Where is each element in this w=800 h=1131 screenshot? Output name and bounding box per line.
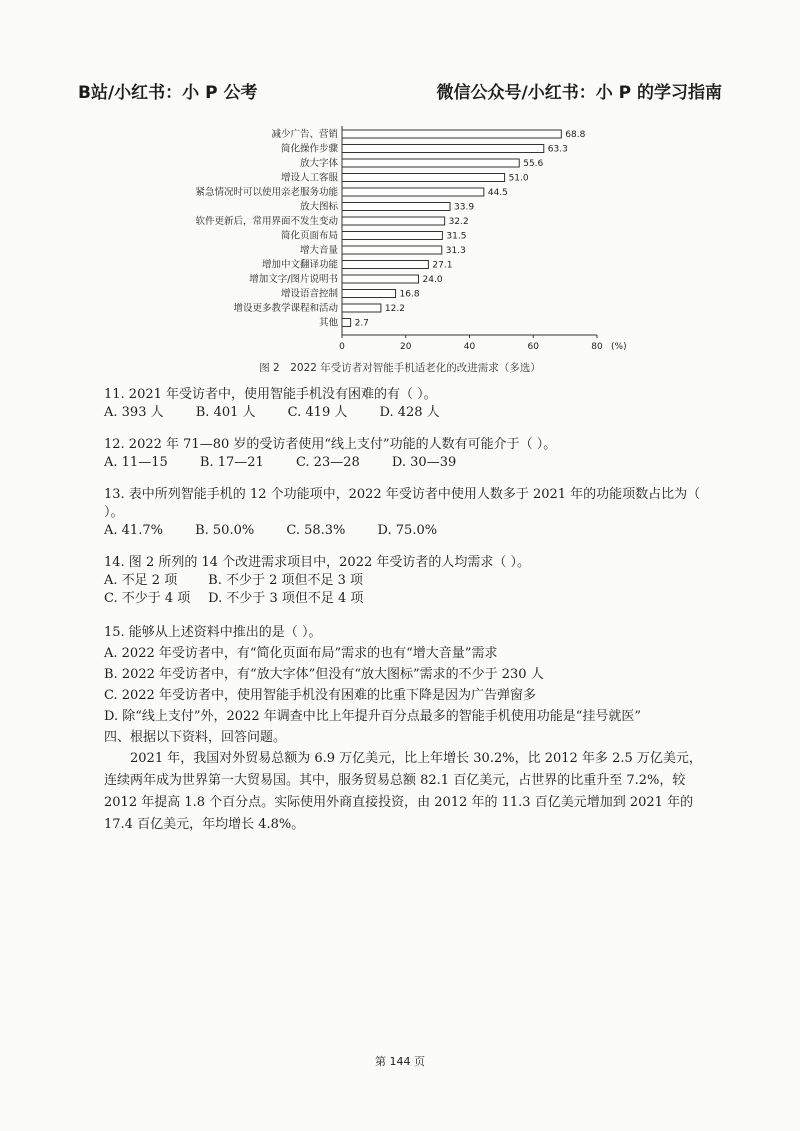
bar (342, 319, 351, 327)
option-b[interactable]: B. 401 人 (195, 405, 256, 420)
page-number: 第 144 页 (375, 1055, 425, 1068)
bar (342, 203, 450, 211)
x-tick-label: 80 (591, 342, 603, 352)
bar-value-label: 24.0 (422, 275, 443, 285)
header-right-source: 微信公众号/小红书：小 P 的学习指南 (436, 83, 722, 103)
bar (342, 304, 381, 312)
bar (342, 145, 544, 153)
options-row-2 (104, 590, 714, 608)
option-b[interactable]: B. 17—21 (199, 455, 264, 470)
option-b[interactable]: B. 50.0% (195, 523, 255, 538)
bar-value-label: 63.3 (547, 144, 568, 155)
options (104, 522, 714, 540)
category-label: 软件更新后，常用界面不发生变动 (195, 216, 338, 227)
option-c[interactable]: C. 419 人 (287, 405, 348, 420)
category-label: 增设语音控制 (280, 288, 338, 300)
question-12 (104, 436, 714, 472)
option-a[interactable]: A. 不足 2 项 (104, 573, 178, 588)
option-a[interactable]: A. 11—15 (104, 455, 168, 470)
bar (342, 130, 561, 138)
bar (342, 188, 484, 196)
category-label: 其他 (318, 317, 338, 329)
bar (342, 261, 428, 269)
category-label: 简化操作步骤 (280, 143, 338, 155)
chart-caption: 图 2 2022 年受访者对智能手机适老化的改进需求（多选） (259, 362, 541, 374)
option-c[interactable]: C. 23—28 (295, 455, 360, 470)
category-label: 放大字体 (299, 158, 338, 169)
bar (342, 174, 505, 182)
bar (342, 217, 445, 225)
option-a[interactable]: A. 41.7% (104, 523, 163, 538)
bar-value-label: 68.8 (565, 130, 586, 140)
question-area (104, 386, 714, 850)
category-label: 增加文字/图片说明书 (249, 274, 338, 285)
bar (342, 159, 519, 167)
question-14 (104, 554, 714, 608)
header-left-source: B站/小红书：小 P 公考 (78, 83, 258, 103)
question-11 (104, 386, 714, 422)
bar-value-label: 31.5 (446, 231, 467, 242)
bar-value-label: 33.9 (454, 202, 475, 213)
category-label: 紧急情况时可以使用亲老服务功能 (195, 187, 338, 198)
question-stem: 11. 2021 年受访者中，使用智能手机没有困难的有（ ）。 (104, 387, 437, 402)
option-a[interactable]: A. 393 人 (104, 405, 164, 420)
x-tick-label: 20 (400, 342, 412, 352)
bar-value-label: 12.2 (384, 304, 405, 314)
bar-value-label: 31.3 (445, 246, 466, 256)
option-d[interactable]: D. 不少于 3 项但不足 4 项 (208, 591, 364, 606)
option-d[interactable]: D. 75.0% (377, 523, 438, 538)
bar-value-label: 27.1 (432, 260, 453, 271)
question-stem: 12. 2022 年 71—80 岁的受访者使用“线上支付”功能的人数有可能介于（ ）。 (104, 437, 557, 452)
bar-value-label: 44.5 (487, 188, 508, 198)
x-axis-unit-label: (%) (611, 342, 627, 352)
bar-value-label: 16.8 (399, 289, 420, 300)
category-label: 放大图标 (299, 201, 338, 213)
option-c[interactable]: C. 不少于 4 项 (104, 591, 191, 606)
category-label: 减少广告、营销 (271, 129, 338, 140)
option-b[interactable]: B. 不少于 2 项但不足 3 项 (208, 573, 364, 588)
question-stem: 13. 表中所列智能手机的 12 个功能项中，2022 年受访者中使用人数多于 2021 年的功能项数占比为（ ）。 (104, 487, 701, 520)
category-label: 增大音量 (299, 245, 338, 256)
bar-value-label: 2.7 (354, 318, 369, 329)
bar (342, 290, 396, 298)
options (104, 454, 714, 472)
category-label: 增设人工客服 (280, 172, 338, 184)
section-heading: 四、根据以下资料，回答问题。 (104, 730, 287, 745)
bar-value-label: 51.0 (508, 173, 529, 184)
x-tick-label: 40 (463, 342, 476, 352)
category-label: 简化页面布局 (280, 230, 338, 242)
option-a[interactable]: A. 2022 年受访者中，有“简化页面布局”需求的也有“增大音量”需求 (104, 646, 498, 661)
option-d[interactable]: D. 除“线上支付”外，2022 年调查中比上年提升百分点最多的智能手机使用功能是“挂号就医” (104, 709, 642, 724)
bar (342, 232, 442, 240)
options-row-1 (104, 572, 714, 590)
option-c[interactable]: C. 2022 年受访者中，使用智能手机没有困难的比重下降是因为广告弹窗多 (104, 688, 536, 703)
improvement-needs-bar-chart (150, 120, 670, 355)
options (104, 404, 714, 422)
bar (342, 275, 419, 283)
bar (342, 246, 442, 254)
bar-value-label: 55.6 (523, 159, 544, 169)
option-c[interactable]: C. 58.3% (286, 523, 346, 538)
section-paragraph: 2021 年，我国对外贸易总额为 6.9 万亿美元，比上年增长 30.2%，比 2012 年多 2.5 万亿美元，连续两年成为世界第一大贸易国。其中，服务贸易总额 82.1 百亿美元，占世界的比重升至 7.2%，较 2012 年提高 1.8 个百分点。实际使用外商直接投资，由 2012 年的 11.3 百亿美元增加到 2021 年的 17.4 百亿美元，年均增长 4.8%。 (104, 751, 702, 832)
category-label: 增设更多教学课程和活动 (233, 303, 338, 314)
x-tick-label: 0 (339, 342, 345, 352)
question-stem: 14. 图 2 所列的 14 个改进需求项目中，2022 年受访者的人均需求（ ）。 (104, 555, 530, 570)
question-13 (104, 486, 714, 540)
option-d[interactable]: D. 30—39 (391, 455, 457, 470)
x-tick-label: 60 (527, 342, 539, 352)
category-label: 增加中文翻译功能 (261, 259, 338, 271)
question-stem: 15. 能够从上述资料中推出的是（ ）。 (104, 625, 322, 640)
option-b[interactable]: B. 2022 年受访者中，有“放大字体”但没有“放大图标”需求的不少于 230 人 (104, 667, 544, 682)
bar-value-label: 32.2 (448, 217, 469, 227)
question-15 (104, 622, 714, 836)
option-d[interactable]: D. 428 人 (379, 405, 440, 420)
